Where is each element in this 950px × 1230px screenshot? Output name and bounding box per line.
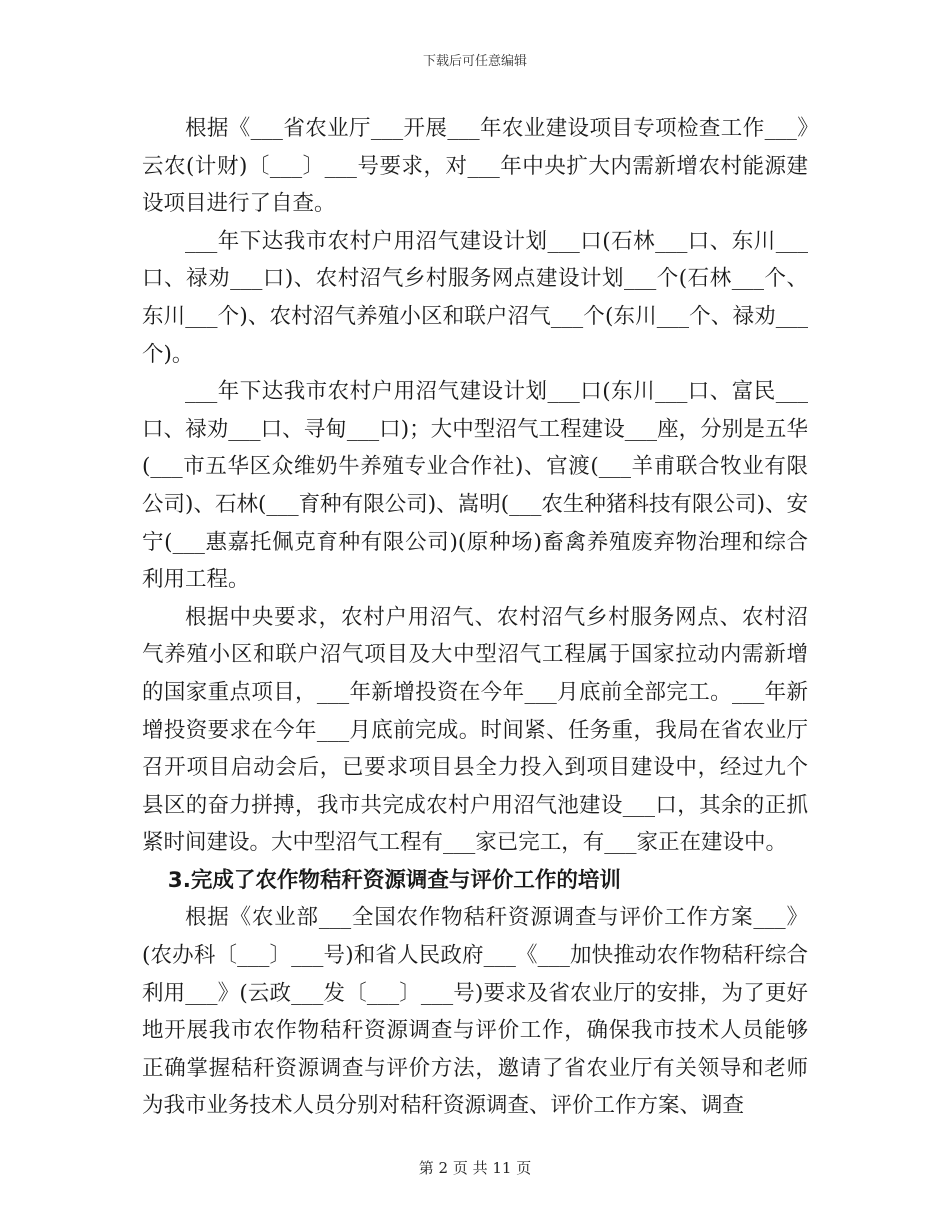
paragraph: ___年下达我市农村户用沼气建设计划___口(东川___口、富民___口、禄劝___口、寻甸___口)；大中型沼气工程建设___座，分别是五华(___市五华区众维奶牛养殖专业合作社)、官渡(___羊甫联合牧业有限公司)、石林(___育种有限公司)、嵩明(___农生种猪科技有限公司)、安宁(___惠嘉托佩克育种有限公司)(原种场)畜禽养殖废弃物治理和综合利用工程。 (142, 379, 808, 593)
paragraph: 根据《___省农业厅___开展___年农业建设项目专项检查工作___》云农(计财)〔___〕___号要求，对___年中央扩大内需新增农村能源建设项目进行了自查。 (142, 116, 808, 217)
page-footer: 第 2 页 共 11 页 (418, 1159, 532, 1177)
paragraph: ___年下达我市农村户用沼气建设计划___口(石林___口、东川___口、禄劝___口)、农村沼气乡村服务网点建设计划___个(石林___个、东川___个)、农村沼气养殖小区和联户沼气___个(东川___个、禄劝___个)。 (142, 228, 808, 367)
section-heading: 3.完成了农作物秸秆资源调查与评价工作的培训 (167, 867, 621, 893)
paragraph: 根据《农业部___全国农作物秸秆资源调查与评价工作方案___》(农办科〔___〕___号)和省人民政府___《___加快推动农作物秸秆综合利用___》(云政___发〔___〕___号)要求及省农业厅的安排，为了更好地开展我市农作物秸秆资源调查与评价工作，确保我市技术人员能够正确掌握秸秆资源调查与评价方法，邀请了省农业厅有关领导和老师为我市业务技术人员分别对秸秆资源调查、评价工作方案、调查 (142, 905, 808, 1119)
paragraph: 根据中央要求，农村户用沼气、农村沼气乡村服务网点、农村沼气养殖小区和联户沼气项目及大中型沼气工程属于国家拉动内需新增的国家重点项目，___年新增投资在今年___月底前全部完工。___年新增投资要求在今年___月底前完成。时间紧、任务重，我局在省农业厅召开项目启动会后，已要求项目县全力投入到项目建设中，经过九个县区的奋力拼搏，我市共完成农村户用沼气池建设___口，其余的正抓紧时间建设。大中型沼气工程有___家已完工，有___家正在建设中。 (142, 604, 808, 856)
document-body (142, 110, 808, 1125)
page-header: 下载后可任意编辑 (422, 54, 527, 69)
